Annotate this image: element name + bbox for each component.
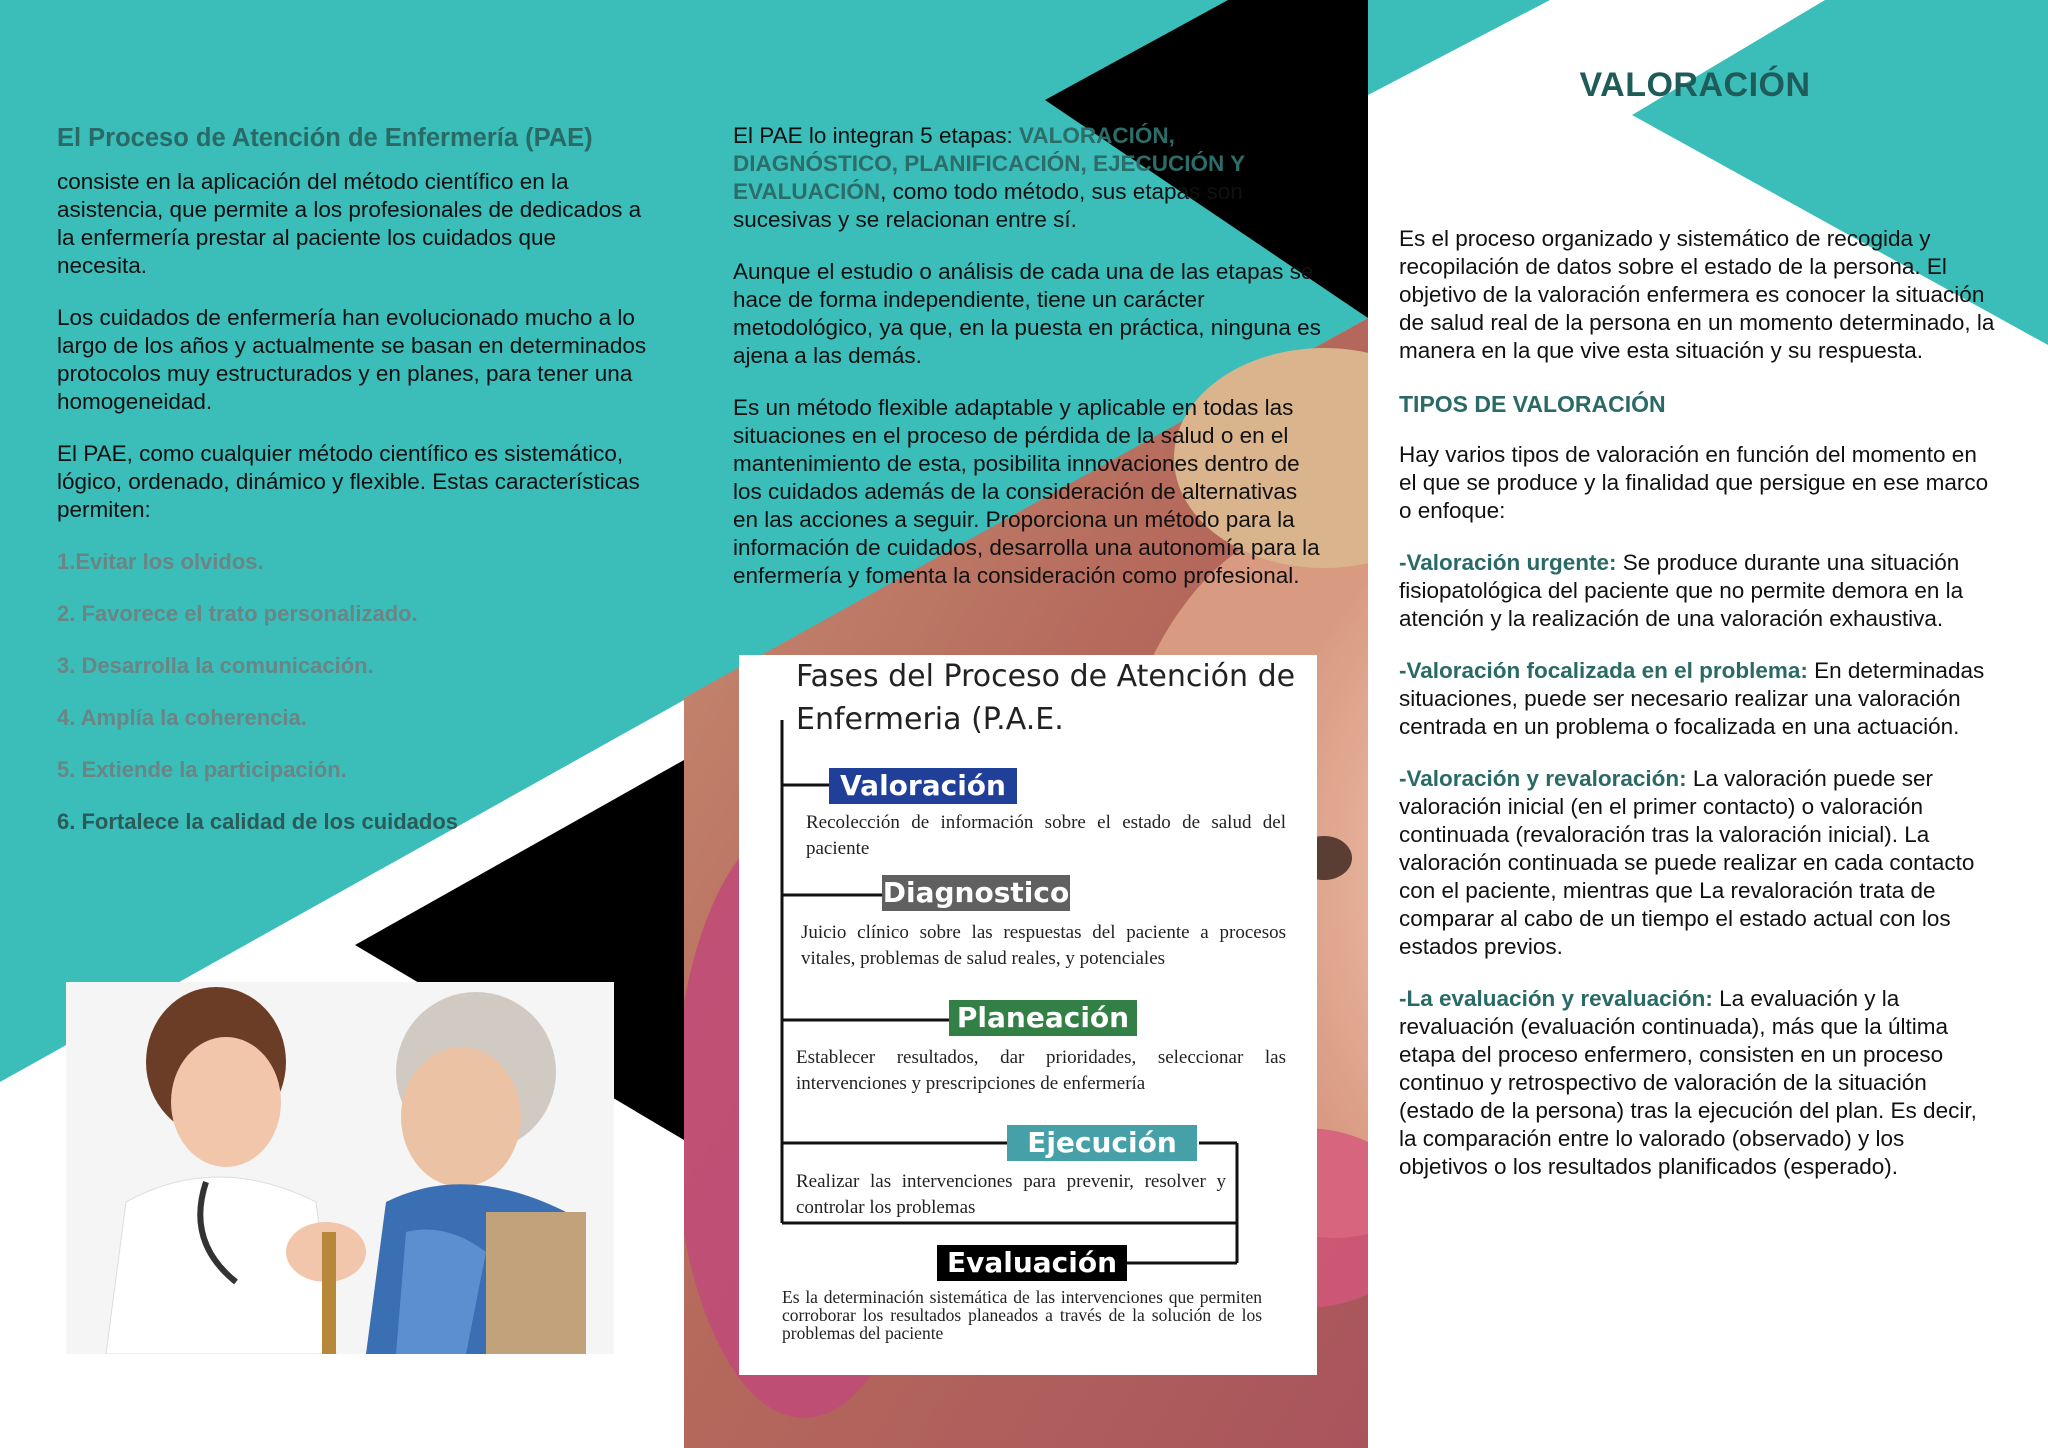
phase-text-ejecucion: Realizar las intervenciones para prevenir, resolver y controlar los problemas — [796, 1171, 1226, 1218]
pae-phases-diagram — [739, 655, 1317, 1375]
phase-label-ejecucion: Ejecución — [1027, 1126, 1177, 1159]
tipos-subtitle: TIPOS DE VALORACIÓN — [1399, 391, 1666, 417]
diagram-title: Fases del Proceso de Atención de Enfermeria (P.A.E. — [796, 659, 1296, 737]
phase-text-diagnostico: Juicio clínico sobre las respuestas del paciente a procesos vitales, problemas de salud reales, y potenciales — [801, 922, 1286, 969]
flexible-paragraph: Es un método flexible adaptable y aplicable en todas las situaciones en el proceso de pérdida de la salud o en el mantenimiento de esta, posibilita innovaciones dentro de los cuidados además de la consideración de alternativas en las acciones a seguir. Proporciona un método para la información de cuidados, desarrolla una autonomía para la enfermería y fomenta la consideración como profesional. — [733, 395, 1320, 588]
pae-title: El Proceso de Atención de Enfermería (PAE) — [57, 124, 593, 152]
list-item: 2. Favorece el trato personalizado. — [57, 601, 418, 626]
type-label: -Valoración focalizada en el problema: — [1399, 658, 1808, 683]
phase-text-evaluacion: Es la determinación sistemática de las intervenciones que permiten corroborar los resultados planeados a través de la solución de los problemas del paciente — [782, 1287, 1262, 1343]
phase-label-evaluacion: Evaluación — [946, 1246, 1118, 1279]
list-item: 1.Evitar los olvidos. — [57, 549, 264, 574]
list-item: 3. Desarrolla la comunicación. — [57, 653, 374, 678]
phase-label-planeacion: Planeación — [956, 1001, 1130, 1034]
type-text: La valoración puede ser valoración inicial (en el primer contacto) o valoración continuada (revaloración tras la valoración inicial). La valoración continuada se puede realizar en cada contacto con el paciente, mientras que La revaloración trata de comparar al cabo de un tiempo el estado actual con los estados previos. — [1399, 766, 1975, 959]
nurse-patient-photo — [66, 982, 614, 1354]
list-item: 6. Fortalece la calidad de los cuidados — [57, 809, 459, 834]
type-text: La evaluación y la revaluación (evaluación continuada), más que la última etapa del proceso enfermero, consisten en un proceso continuo y retrospectivo de valoración de la situación (estado de la persona) tras la ejecución del plan. Es decir, la comparación entre lo valorado (observado) y los objetivos o los resultados planificados (esperado). — [1399, 986, 1977, 1179]
method-paragraph: Aunque el estudio o análisis de cada una de las etapas se hace de forma independiente, tiene un carácter metodológico, ya que, en la puesta en práctica, ninguna es ajena a las demás. — [733, 259, 1321, 368]
list-item: 5. Extiende la participación. — [57, 757, 347, 782]
tipos-intro: Hay varios tipos de valoración en función del momento en el que se produce y la finalidad que persigue en ese marco o enfoque: — [1399, 442, 1989, 523]
left-column — [57, 122, 647, 860]
phase-text-planeacion: Establecer resultados, dar prioridades, seleccionar las intervenciones y prescripciones de enfermería — [796, 1047, 1286, 1094]
pae-paragraph-1: consiste en la aplicación del método científico en la asistencia, que permite a los profesionales de dedicados a la enfermería prestar al paciente los cuidados que necesita. — [57, 169, 642, 278]
pae-paragraph-3: El PAE, como cualquier método científico es sistemático, lógico, ordenado, dinámico y flexible. Estas características permiten: — [57, 441, 640, 522]
type-item — [1399, 765, 1999, 961]
type-item — [1399, 549, 1999, 633]
pae-paragraph-2: Los cuidados de enfermería han evolucionado mucho a lo largo de los años y actualmente se basan en determinados protocolos muy estructurados y en planes, para tener una homogeneidad. — [57, 305, 647, 414]
type-label: -Valoración urgente: — [1399, 550, 1617, 575]
stages-intro: El PAE lo integran 5 etapas: — [733, 123, 1020, 148]
valoracion-title: VALORACIÓN — [1579, 66, 1811, 104]
list-item: 4. Amplía la coherencia. — [57, 705, 307, 730]
right-column — [1399, 225, 1999, 1205]
type-item — [1399, 657, 1999, 741]
middle-column — [733, 122, 1323, 614]
stages-paragraph — [733, 122, 1323, 234]
phase-label-diagnostico: Diagnostico — [882, 876, 1070, 909]
stages-end: , como todo método, sus etapas son sucesivas y se relacionan entre sí. — [733, 179, 1243, 232]
phase-text-valoracion: Recolección de información sobre el estado de salud del paciente — [806, 812, 1286, 859]
type-label: -Valoración y revaloración: — [1399, 766, 1687, 791]
type-label: -La evaluación y revaluación: — [1399, 986, 1713, 1011]
type-text: En determinadas situaciones, puede ser necesario realizar una valoración centrada en un problema o focalizada en una actuación. — [1399, 658, 1985, 739]
type-text: Se produce durante una situación fisiopatológica del paciente que no permite demora en la atención y la realización de una valoración exhaustiva. — [1399, 550, 1964, 631]
phase-label-valoracion: Valoración — [840, 769, 1006, 802]
stages-list: VALORACIÓN, DIAGNÓSTICO, PLANIFICACIÓN, EJECUCIÓN Y EVALUACIÓN — [733, 123, 1245, 204]
valoracion-paragraph: Es el proceso organizado y sistemático de recogida y recopilación de datos sobre el estado de la persona. El objetivo de la valoración enfermera es conocer la situación de salud real de la persona en un momento determinado, la manera en la que vive esta situación y su respuesta. — [1399, 226, 1995, 363]
type-item — [1399, 985, 1999, 1181]
